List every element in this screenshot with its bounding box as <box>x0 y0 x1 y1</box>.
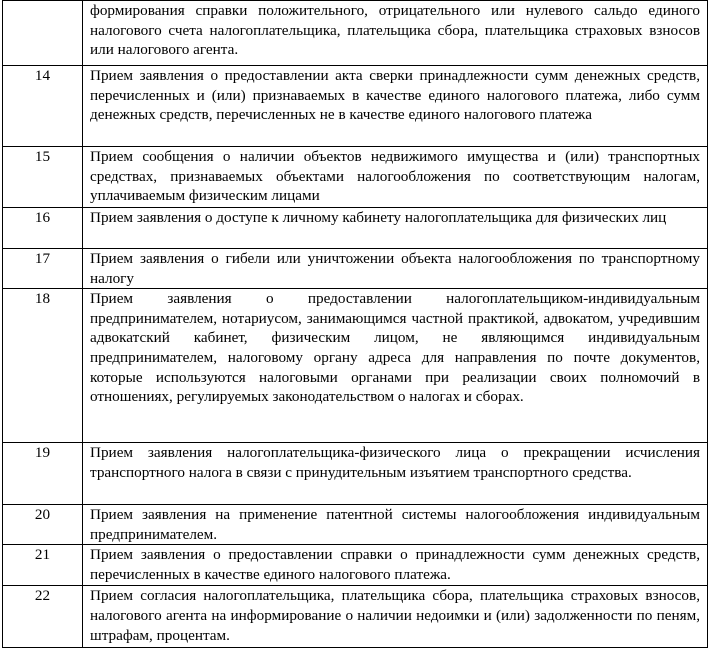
row-number: 21 <box>3 545 83 586</box>
table-row <box>3 545 708 586</box>
table-row <box>3 1 708 66</box>
service-description: Прием заявления о гибели или уничтожении объекта налогообложения по транспортному налогу <box>83 249 708 289</box>
row-number: 16 <box>3 208 83 249</box>
row-number: 22 <box>3 586 83 648</box>
service-description: Прием заявления о предоставлении справки о принадлежности сумм денежных средств, перечисленных в качестве единого налогового платежа. <box>83 545 708 586</box>
table-row <box>3 147 708 208</box>
row-number: 19 <box>3 443 83 505</box>
service-description: Прием заявления о предоставлении налогоплательщиком-индивидуальным предпринимателем, нотариусом, занимающимся частной практикой, адвокатом, учредившим адвокатский кабинет, физическим лицом, не являющимся индивидуальным предпринимателем, налоговому органу адреса для направления по почте документов, которые используются налоговыми органами при реализации своих полномочий в отношениях, регулируемых законодательством о налогах и сборах. <box>83 289 708 443</box>
row-number: 14 <box>3 66 83 147</box>
row-number: 15 <box>3 147 83 208</box>
service-description: Прием сообщения о наличии объектов недвижимого имущества и (или) транспортных средствах, признаваемых объектами налогообложения по соответствующим налогам, уплачиваемым физическим лицами <box>83 147 708 208</box>
service-description: Прием заявления на применение патентной системы налогообложения индивидуальным предпринимателем. <box>83 505 708 545</box>
table-row <box>3 586 708 648</box>
service-description: Прием заявления о предоставлении акта сверки принадлежности сумм денежных средств, перечисленных и (или) признаваемых в качестве единого налогового платежа, либо сумм денежных средств, перечисленных не в качестве единого налогового платежа <box>83 66 708 147</box>
table-row <box>3 249 708 289</box>
table-row <box>3 505 708 545</box>
row-number: 20 <box>3 505 83 545</box>
table-row <box>3 443 708 505</box>
row-number: 17 <box>3 249 83 289</box>
table-row <box>3 66 708 147</box>
service-description: Прием заявления налогоплательщика-физического лица о прекращении исчисления транспортного налога в связи с принудительным изъятием транспортного средства. <box>83 443 708 505</box>
service-description: Прием заявления о доступе к личному кабинету налогоплательщика для физических лиц <box>83 208 708 249</box>
service-description: формирования справки положительного, отрицательного или нулевого сальдо единого налогового счета налогоплательщика, плательщика сбора, плательщика страховых взносов или налогового агента. <box>83 1 708 66</box>
table-row <box>3 208 708 249</box>
row-number: 18 <box>3 289 83 443</box>
row-number <box>3 1 83 66</box>
table-row <box>3 289 708 443</box>
services-table <box>2 0 708 648</box>
service-description: Прием согласия налогоплательщика, плательщика сбора, плательщика страховых взносов, налогового агента на информирование о наличии недоимки и (или) задолженности по пеням, штрафам, процентам. <box>83 586 708 648</box>
